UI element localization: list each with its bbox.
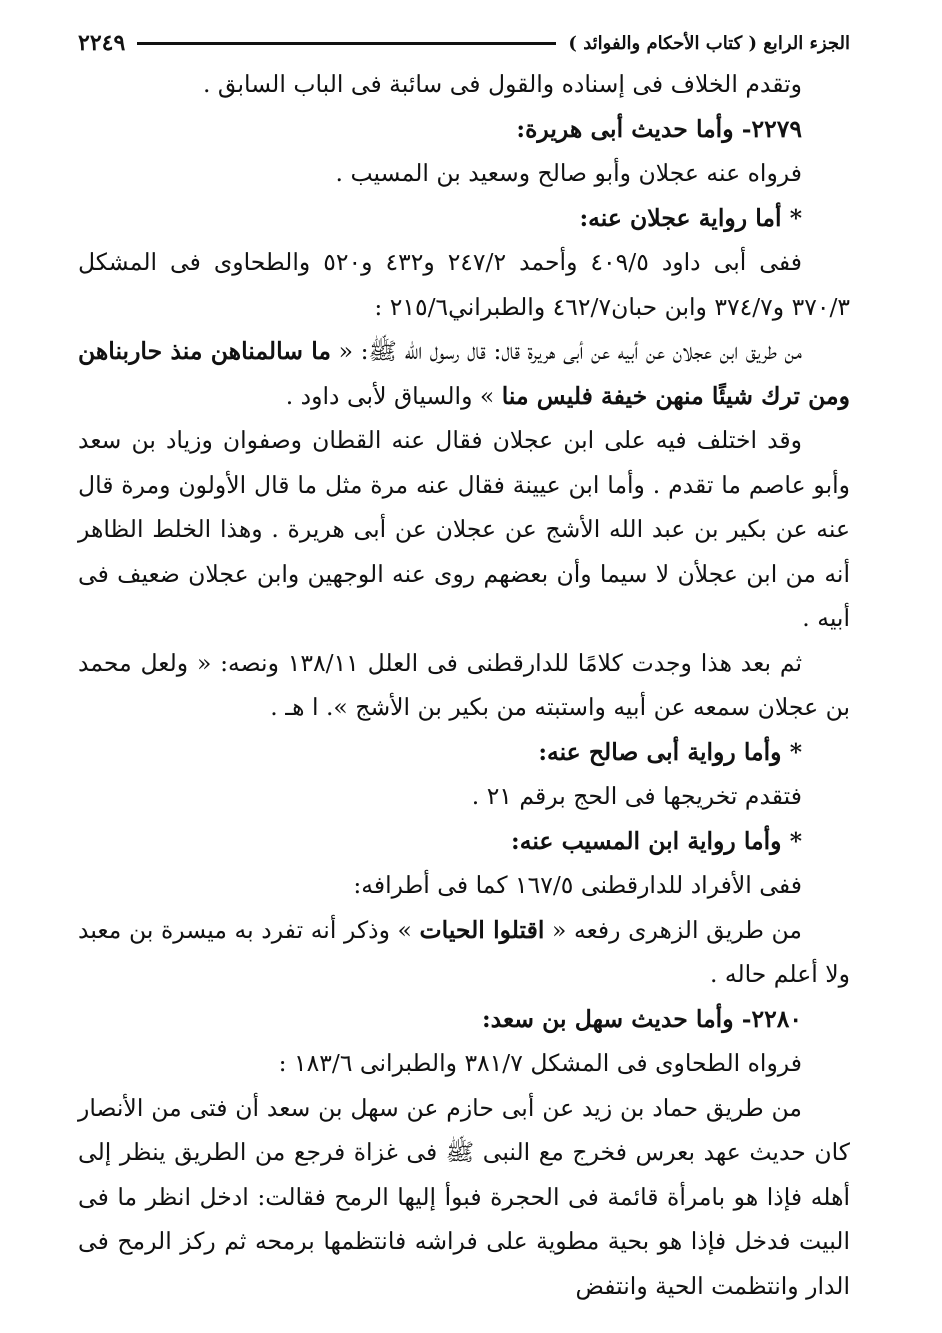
paragraph: [78, 1041, 850, 1086]
paragraph: [78, 641, 850, 730]
paragraph: [78, 1086, 850, 1309]
paragraph: [78, 329, 850, 418]
bold-text: * وأما رواية أبى صالح عنه:: [538, 737, 802, 766]
paragraph: [78, 819, 850, 864]
page-header: [78, 28, 850, 58]
text-run: فرواه عنه عجلان وأبو صالح وسعيد بن المسيب .: [335, 159, 802, 187]
text-run: وتقدم الخلاف فى إسناده والقول فى سائبة فى الباب السابق .: [202, 70, 802, 98]
book-page: [78, 28, 850, 1313]
page-number: ٢٢٤٩: [78, 30, 126, 56]
paragraph: [78, 863, 850, 908]
text-run: من طريق حماد بن زيد عن أبى حازم عن سهل بن سعد أن فتى من الأنصار كان حديث عهد بعرس فخرج مع النبى ﷺ فى غزاة فرجع من الطريق ينظر إلى أهله فإذا هو بامرأة قائمة فى الحجرة فبوأ إليها الرمح فقالت: ادخل انظر ما فى البيت فدخل فإذا هو بحية مطوية على فراشه فانتظمها برمحه ثم ركز الرمح فى الدار وانتظمت الحية وانتفض: [78, 1093, 850, 1300]
paragraph: [78, 62, 850, 107]
running-title: الجزء الرابع ( كتاب الأحكام والفوائد ): [568, 32, 850, 54]
paragraph: [78, 730, 850, 775]
text-run: من طريق الزهرى رفعه «: [544, 915, 802, 944]
bold-text: ما سالمناهن منذ حاربناهن ومن ترك شيئًا منهن خيفة فليس منا: [78, 337, 850, 410]
bold-text: ٢٢٨٠- وأما حديث سهل بن سعد:: [481, 1004, 802, 1033]
text-run: ففى أبى داود ٤٠٩/٥ وأحمد ٢٤٧/٢ و٤٣٢ و٥٢٠ والطحاوى فى المشكل ٣٧٠/٣ و٣٧٤/٧ وابن حبان٤٦٢/٧ والطبراني٢١٥/٦ :: [78, 248, 850, 321]
text-run: » وذكر أنه تفرد به ميسرة بن معبد ولا أعلم حاله .: [78, 915, 850, 988]
paragraph: [78, 774, 850, 819]
bold-text: * أما رواية عجلان عنه:: [579, 203, 802, 232]
body-text: [78, 62, 850, 1308]
header-rule: [137, 42, 556, 45]
text-run: ثم بعد هذا وجدت كلامًا للدارقطنى فى العلل ١٣٨/١١ ونصه: « ولعل محمد بن عجلان سمعه عن أبيه واستبته من بكير بن الأشج ». ا هـ .: [78, 648, 850, 721]
bold-text: اقتلوا الحيات: [419, 915, 545, 944]
text-run: من طريق ابن عجلان عن أبيه عن أبى هريرة قال: قال رسول الله ﷺ: «: [331, 337, 802, 365]
paragraph: [78, 418, 850, 641]
text-run: فتقدم تخريجها فى الحج برقم ٢١ .: [471, 782, 802, 810]
text-run: ففى الأفراد للدارقطنى ١٦٧/٥ كما فى أطرافه:: [353, 871, 802, 899]
paragraph: [78, 908, 850, 997]
bold-text: ٢٢٧٩- وأما حديث أبى هريرة:: [516, 114, 802, 143]
paragraph: [78, 196, 850, 241]
bold-text: * وأما رواية ابن المسيب عنه:: [511, 826, 802, 855]
text-run: فرواه الطحاوى فى المشكل ٣٨١/٧ والطبرانى ١٨٣/٦ :: [278, 1049, 802, 1077]
paragraph: [78, 997, 850, 1042]
paragraph: [78, 151, 850, 196]
text-run: » والسياق لأبى داود .: [285, 381, 502, 410]
text-run: وقد اختلف فيه على ابن عجلان فقال عنه القطان وصفوان وزياد بن سعد وأبو عاصم ما تقدم . وأما ابن عيينة فقال عنه مرة مثل ما قال الأولون ومرة قال عنه عن بكير بن عبد الله الأشج عن عجلان عن أبى هريرة . وهذا الخلط الظاهر أنه من ابن عجلأن لا سيما وأن بعضهم روى عنه الوجهين وابن عجلان ضعيف فى أبيه .: [78, 426, 850, 632]
paragraph: [78, 240, 850, 329]
paragraph: [78, 107, 850, 152]
